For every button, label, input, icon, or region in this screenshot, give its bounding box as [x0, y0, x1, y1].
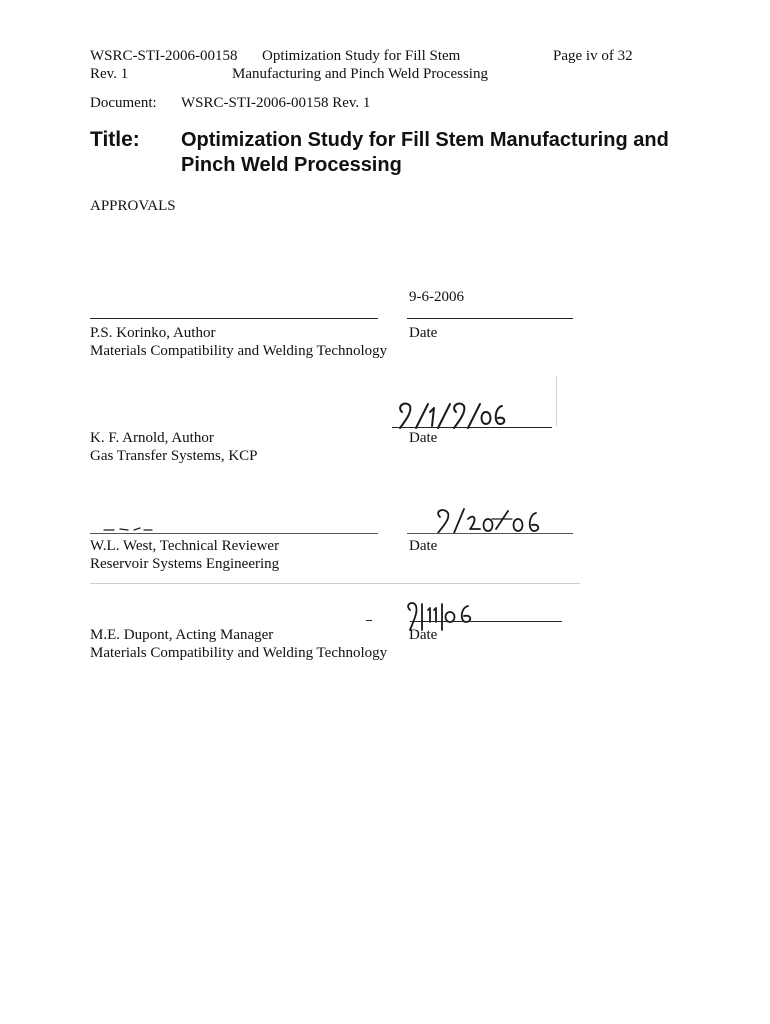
approver-org: Gas Transfer Systems, KCP [90, 448, 258, 464]
scan-artifact-line [90, 583, 580, 584]
header-title-line2: Manufacturing and Pinch Weld Processing [232, 66, 488, 82]
header-doc-id: WSRC-STI-2006-00158 [90, 48, 238, 64]
date-line [407, 533, 573, 534]
date-label: Date [409, 627, 438, 643]
header-title-line1: Optimization Study for Fill Stem [262, 48, 461, 64]
title-label: Title: [90, 128, 140, 151]
signature-line [90, 533, 378, 534]
approver-name: K. F. Arnold, Author [90, 430, 214, 446]
date-line [407, 318, 573, 319]
date-line [392, 427, 552, 428]
document-value: WSRC-STI-2006-00158 Rev. 1 [181, 95, 371, 111]
date-label: Date [409, 430, 438, 446]
approver-name: W.L. West, Technical Reviewer [90, 538, 280, 554]
approver-org: Reservoir Systems Engineering [90, 556, 280, 572]
signature-line [90, 318, 378, 319]
approver-name: M.E. Dupont, Acting Manager [90, 627, 274, 643]
document-label: Document: [90, 95, 157, 111]
approver-org: Materials Compatibility and Welding Technology [90, 645, 388, 661]
date-label: Date [409, 325, 438, 341]
approval-date-value: 9-6-2006 [409, 289, 464, 305]
scan-artifact-line [556, 376, 557, 426]
approver-name: P.S. Korinko, Author [90, 325, 216, 341]
date-label: Date [409, 538, 438, 554]
approver-org: Materials Compatibility and Welding Technology [90, 343, 388, 359]
date-line [410, 621, 562, 622]
title-line2: Pinch Weld Processing [181, 154, 402, 176]
header-page-number: Page iv of 32 [553, 48, 633, 64]
title-line1: Optimization Study for Fill Stem Manufacturing and [181, 129, 669, 151]
header-revision: Rev. 1 [90, 66, 129, 82]
approvals-heading: APPROVALS [90, 198, 176, 214]
signature-line-fragment [366, 620, 372, 621]
